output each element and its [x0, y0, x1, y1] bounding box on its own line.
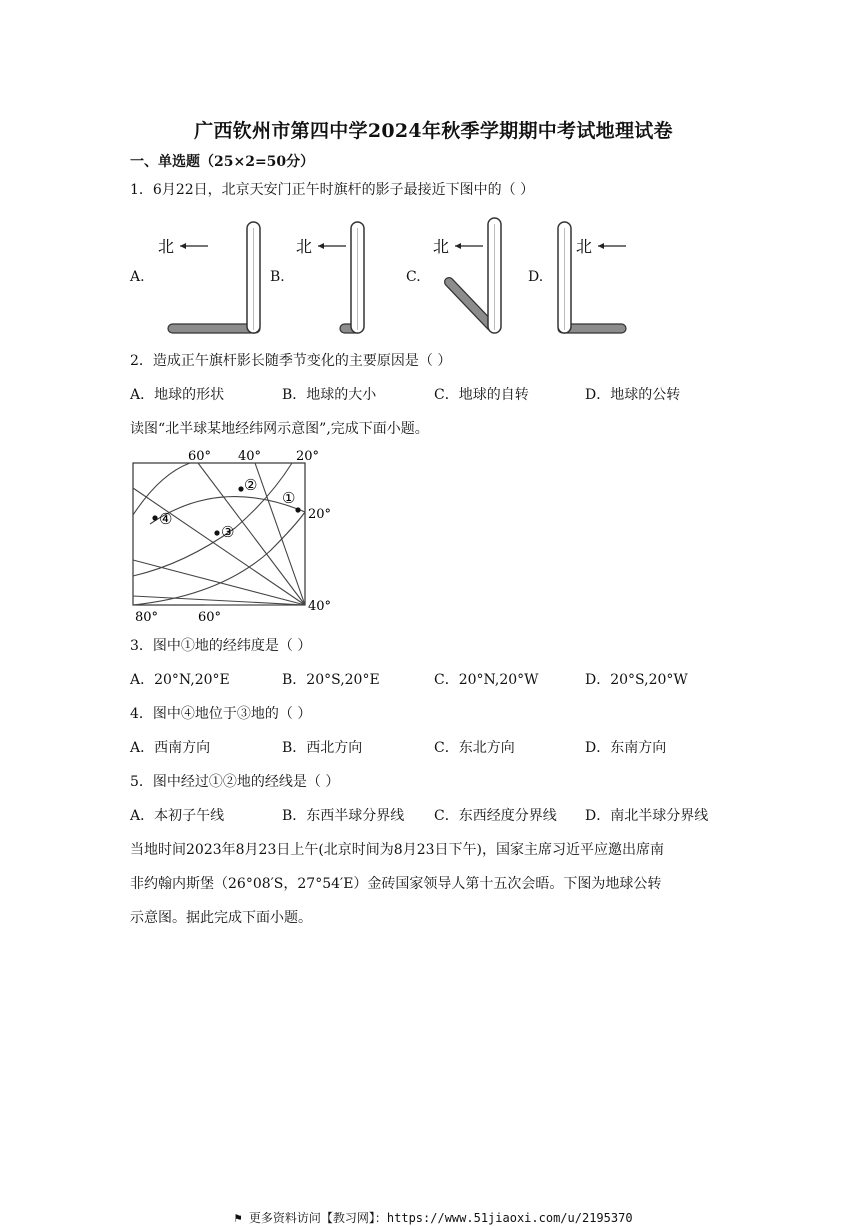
lat-label-right-40: 40° — [308, 599, 332, 614]
reading-prompt-2-line3: 示意图。据此完成下面小题。 — [130, 910, 312, 926]
point-3-marker — [214, 530, 219, 535]
lon-label-top-20: 20° — [296, 449, 320, 464]
shadow — [168, 324, 260, 333]
north-arrow-icon — [598, 243, 604, 249]
reading-prompt-2-line1: 当地时间2023年8月23日上午(北京时间为8月23日下午)，国家主席习近平应邀出席南 — [130, 842, 664, 858]
north-label: 北 — [158, 237, 175, 256]
q2-option-d[interactable]: D．地球的公转 — [585, 387, 681, 403]
q4-option-a[interactable]: A．西南方向 — [130, 740, 211, 756]
q2-option-a[interactable]: A．地球的形状 — [130, 387, 225, 403]
q2-option-c[interactable]: C．地球的自转 — [434, 387, 529, 403]
meridian-line — [133, 488, 305, 605]
q5-option-a[interactable]: A．本初子午线 — [130, 808, 225, 824]
lon-label-top-60: 60° — [188, 449, 212, 464]
point-2-marker — [238, 486, 243, 491]
north-arrow-icon — [455, 243, 461, 249]
q1-option-b-label[interactable]: B. — [270, 269, 285, 285]
north-arrow-icon — [318, 243, 324, 249]
lon-label-top-40: 40° — [238, 449, 262, 464]
q5-option-d[interactable]: D．南北半球分界线 — [585, 808, 709, 824]
lon-label-bottom-60: 60° — [198, 610, 222, 625]
footer-text: 更多资料访问【教习网】：https://www.51jiaoxi.com/u/2195370 — [248, 1211, 633, 1225]
q5-option-b[interactable]: B．东西半球分界线 — [282, 808, 405, 824]
section-heading: 一、单选题（25×2=50分） — [130, 154, 315, 170]
question-5-stem: 5．图中经过①②地的经线是（ ） — [130, 774, 340, 790]
question-1-stem: 1．6月22日，北京天安门正午时旗杆的影子最接近下图中的（ ） — [130, 182, 535, 198]
q4-option-b[interactable]: B．西北方向 — [282, 740, 363, 756]
flag-icon: ⚑ — [234, 1211, 249, 1225]
q4-option-d[interactable]: D．东南方向 — [585, 740, 667, 756]
north-label: 北 — [576, 237, 593, 256]
north-label: 北 — [296, 237, 313, 256]
north-arrow-icon — [180, 243, 186, 249]
reading-prompt-2-line2: 非约翰内斯堡（26°08′S，27°54′E）金砖国家领导人第十五次会晤。下图为地球公转 — [130, 876, 662, 892]
question-2-stem: 2．造成正午旗杆影长随季节变化的主要原因是（ ） — [130, 353, 452, 369]
point-4-label: ④ — [159, 510, 173, 528]
point-2-label: ② — [244, 476, 258, 494]
flagpole-figure-a — [150, 210, 270, 340]
q1-option-d-label[interactable]: D. — [528, 269, 544, 285]
q3-option-c[interactable]: C．20°N,20°W — [434, 672, 539, 688]
footer-link[interactable] — [0, 1209, 867, 1226]
q1-option-c-label[interactable]: C. — [406, 269, 421, 285]
lon-label-bottom-80: 80° — [135, 610, 159, 625]
reading-prompt-1: 读图“北半球某地经纬网示意图”,完成下面小题。 — [130, 421, 429, 437]
lat-label-right-20: 20° — [308, 507, 332, 522]
page-title: 广西钦州市第四中学2024年秋季学期期中考试地理试卷 — [194, 120, 673, 142]
q3-option-a[interactable]: A．20°N,20°E — [130, 672, 230, 688]
question-4-stem: 4．图中④地位于③地的（ ） — [130, 706, 312, 722]
q1-option-a-label[interactable]: A. — [130, 269, 145, 285]
q4-option-c[interactable]: C．东北方向 — [434, 740, 515, 756]
flagpole-figure-b — [290, 210, 380, 340]
q5-option-c[interactable]: C．东西经度分界线 — [434, 808, 557, 824]
graticule-map — [130, 446, 340, 626]
q3-option-b[interactable]: B．20°S,20°E — [282, 672, 380, 688]
question-3-stem: 3．图中①地的经纬度是（ ） — [130, 638, 312, 654]
north-label: 北 — [433, 237, 450, 256]
point-1-label: ① — [282, 489, 296, 507]
flagpole-figure-c — [425, 210, 515, 340]
point-1-marker — [295, 507, 300, 512]
flagpole-figure-d — [550, 210, 640, 340]
q3-option-d[interactable]: D．20°S,20°W — [585, 672, 688, 688]
shadow — [449, 282, 491, 326]
q2-option-b[interactable]: B．地球的大小 — [282, 387, 377, 403]
point-4-marker — [152, 515, 157, 520]
meridian-line — [255, 463, 305, 605]
point-3-label: ③ — [221, 523, 235, 541]
